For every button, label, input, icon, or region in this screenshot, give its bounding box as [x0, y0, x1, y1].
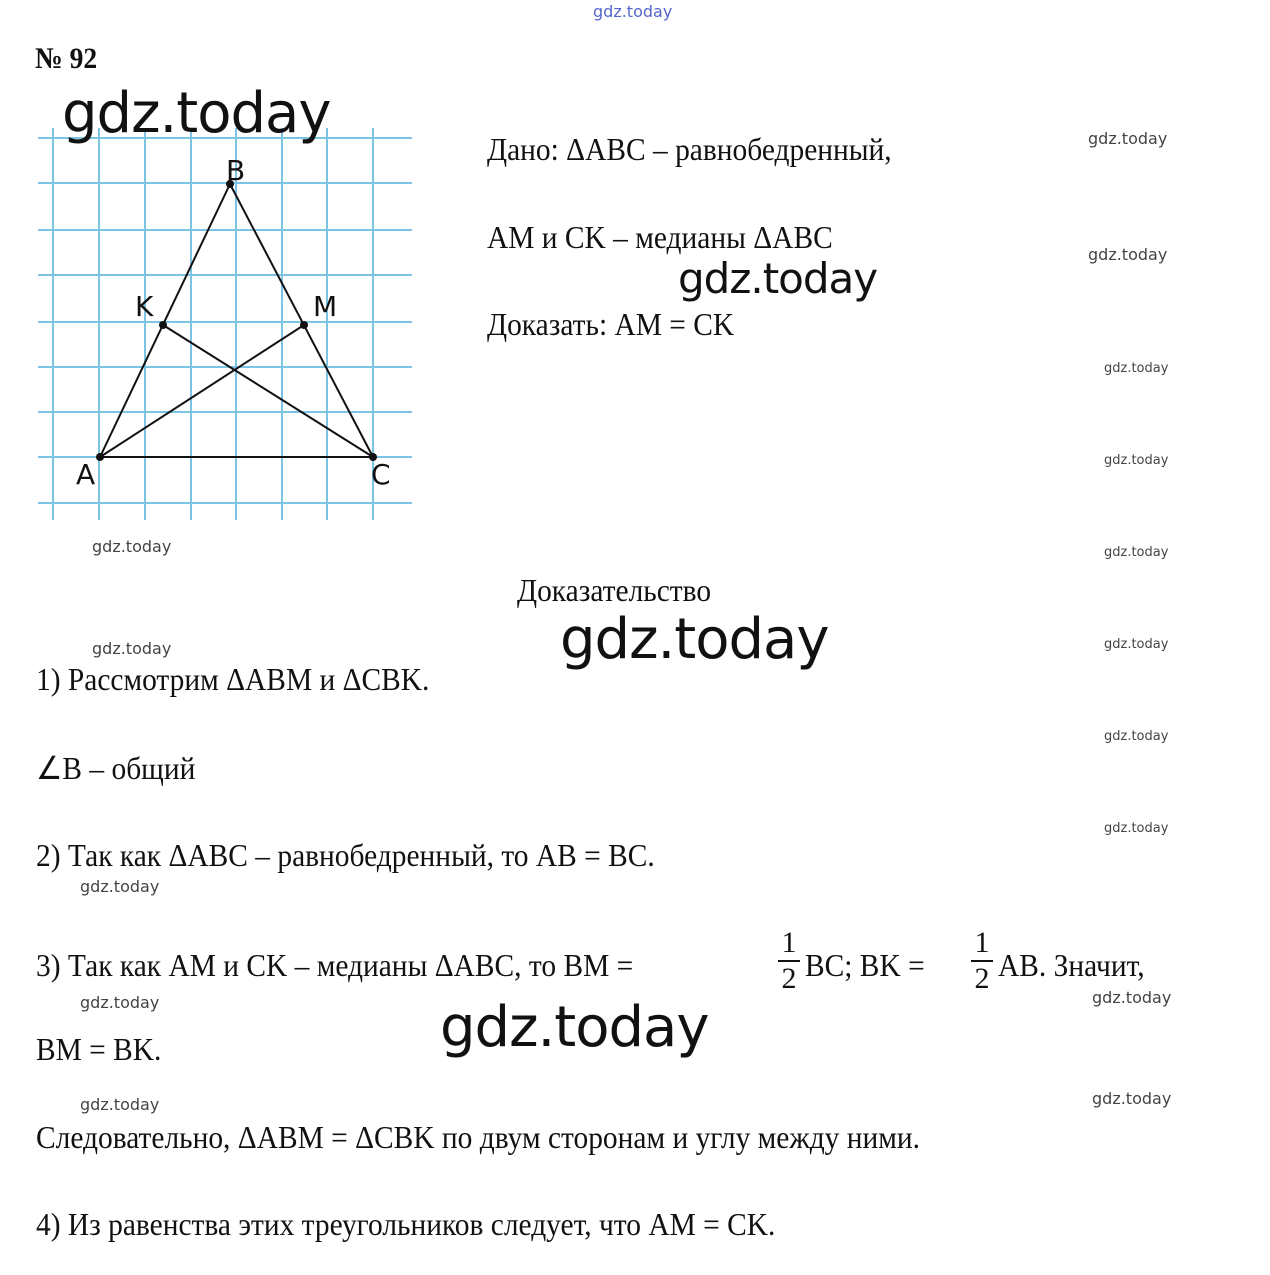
watermark-large: gdz.today	[560, 607, 829, 672]
label-m: M	[313, 290, 338, 323]
point-a	[96, 453, 104, 461]
label-a: A	[76, 458, 96, 491]
watermark: gdz.today	[92, 639, 172, 658]
label-b: B	[226, 154, 246, 187]
watermark: gdz.today	[80, 1095, 160, 1114]
point-k	[159, 321, 167, 329]
proof-step-4: 4) Из равенства этих треугольников следует, что AM = CK.	[36, 1206, 776, 1242]
median-ck	[163, 325, 373, 457]
proof-step-3d: BM = BK.	[36, 1031, 162, 1067]
watermark-large: gdz.today	[62, 81, 331, 146]
watermark: gdz.today	[80, 877, 160, 896]
watermark: gdz.today	[1092, 1089, 1172, 1108]
proof-step-2: 2) Так как ΔABC – равнобедренный, то AB = BC.	[36, 837, 655, 873]
watermark: gdz.today	[1088, 245, 1168, 264]
given-line-1: Дано: ΔABC – равнобедренный,	[487, 131, 892, 167]
fraction-denominator: 2	[781, 962, 797, 995]
problem-number: № 92	[35, 42, 98, 75]
watermark: gdz.today	[80, 993, 160, 1012]
watermark: gdz.today	[92, 537, 172, 556]
watermark-top: gdz.today	[593, 2, 673, 21]
fraction-numerator: 1	[781, 926, 797, 959]
watermark: gdz.today	[1104, 821, 1169, 836]
proof-title: Доказательство	[517, 572, 712, 608]
fraction-half	[971, 928, 993, 994]
watermark-large: gdz.today	[440, 995, 709, 1060]
fraction-half	[778, 928, 800, 994]
given-line-2: AM и CK – медианы ΔABC	[487, 219, 833, 255]
prove-statement: Доказать: AM = CK	[487, 306, 735, 342]
watermark: gdz.today	[1104, 453, 1169, 468]
proof-conclusion: Следовательно, ΔABM = ΔCBK по двум сторонам и углу между ними.	[36, 1119, 921, 1155]
watermark-large: gdz.today	[678, 254, 878, 303]
watermark: gdz.today	[1104, 637, 1169, 652]
watermark: gdz.today	[1104, 545, 1169, 560]
fraction-denominator: 2	[974, 962, 990, 995]
proof-step-1: 1) Рассмотрим ΔABM и ΔCBK.	[36, 661, 430, 697]
point-m	[300, 321, 308, 329]
proof-angle: ∠B – общий	[36, 750, 196, 786]
watermark: gdz.today	[1092, 988, 1172, 1007]
proof-step-3b: BC; BK =	[805, 947, 925, 983]
side-bc	[230, 184, 373, 457]
watermark: gdz.today	[1088, 129, 1168, 148]
label-c: C	[371, 458, 391, 491]
proof-step-3a: 3) Так как AM и CK – медианы ΔABC, то BM =	[36, 947, 634, 983]
fraction-numerator: 1	[974, 926, 990, 959]
proof-step-3c: AB. Значит,	[998, 947, 1145, 983]
watermark: gdz.today	[1104, 361, 1169, 376]
watermark: gdz.today	[1104, 729, 1169, 744]
label-k: K	[135, 290, 154, 323]
